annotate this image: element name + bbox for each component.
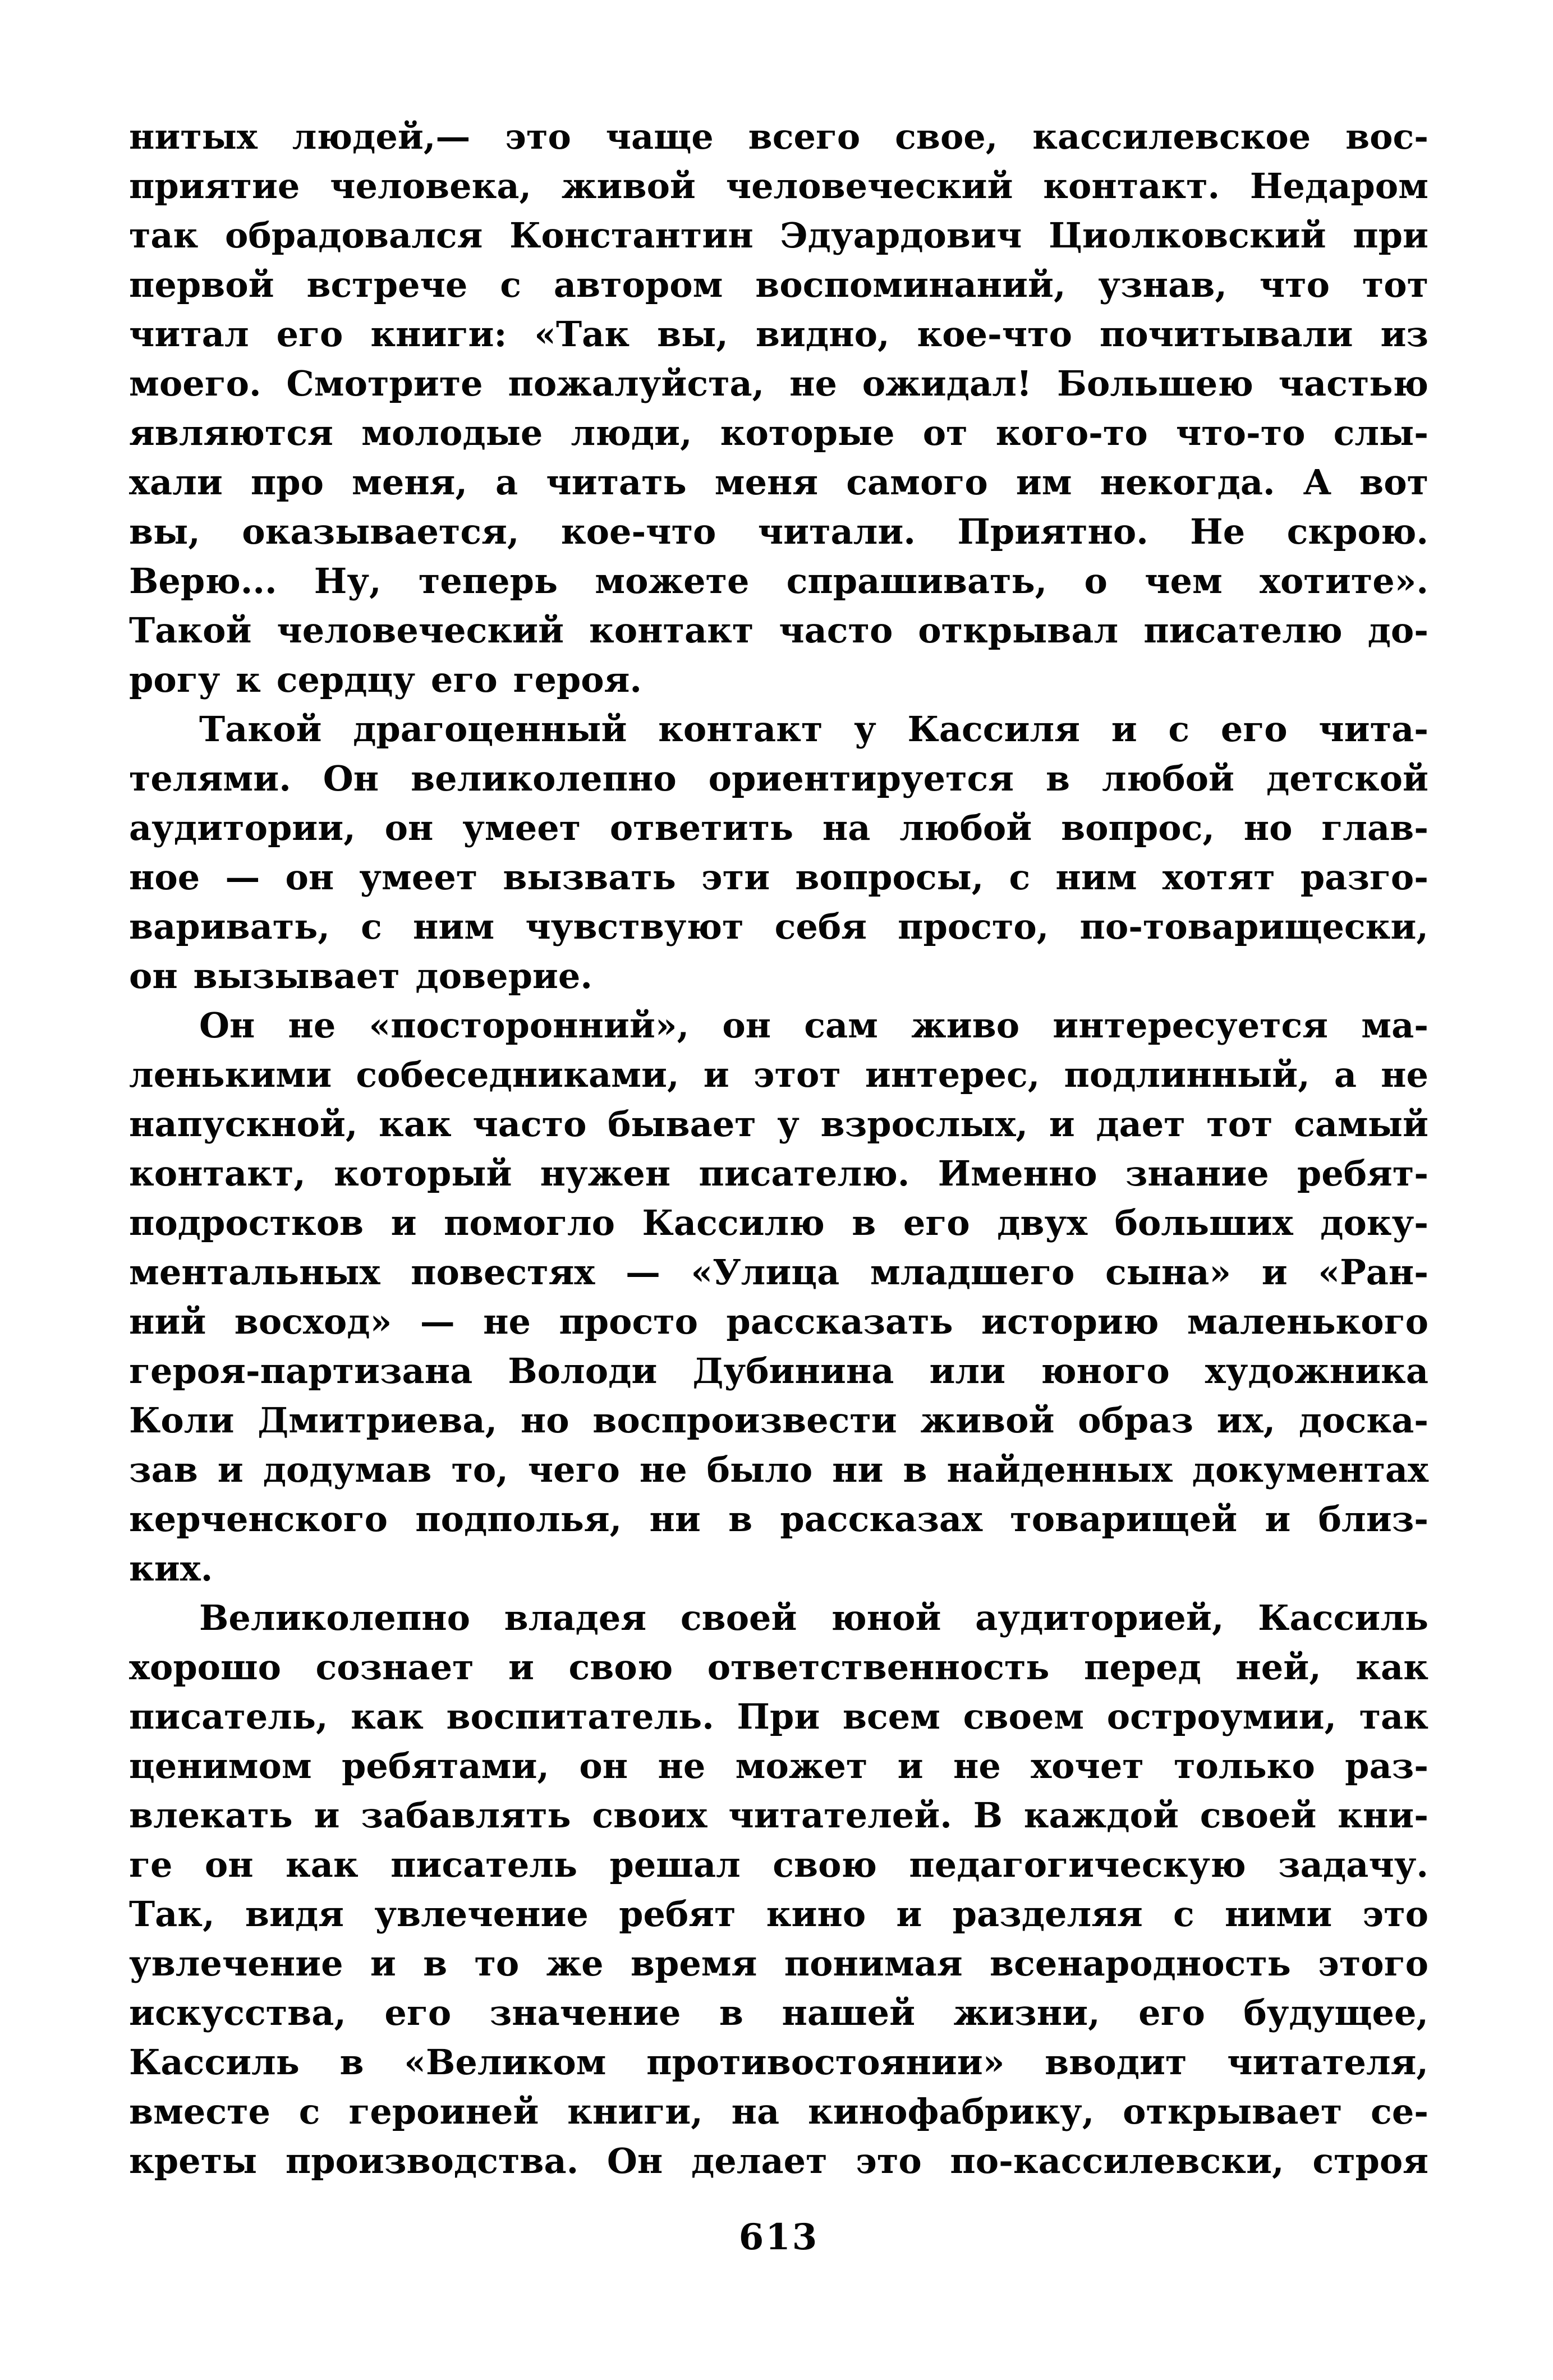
text-line: моего. Смотрите пожалуйста, не ожидал! Большею частью <box>129 363 1428 404</box>
text-line: нитых людей,— это чаще всего свое, кассилевское вос- <box>129 116 1428 157</box>
text-line: керченского подполья, ни в рассказах товарищей и близ- <box>129 1499 1428 1540</box>
text-line: Кассиль в «Великом противостоянии» вводит читателя, <box>129 2042 1428 2083</box>
text-line: искусства, его значение в нашей жизни, его будущее, <box>129 1992 1428 2033</box>
text-line: контакт, который нужен писателю. Именно знание ребят- <box>129 1153 1428 1194</box>
text-line: аудитории, он умеет ответить на любой вопрос, но глав- <box>129 807 1428 848</box>
text-line: ценимом ребятами, он не может и не хочет только раз- <box>129 1745 1428 1786</box>
text-line: читал его книги: «Так вы, видно, кое-что почитывали из <box>129 314 1428 355</box>
text-line: ленькими собеседниками, и этот интерес, подлинный, а не <box>129 1054 1428 1095</box>
text-line: подростков и помогло Кассилю в его двух больших доку- <box>129 1202 1428 1243</box>
text-line: Такой драгоценный контакт у Кассиля и с его чита- <box>199 709 1428 750</box>
text-line: являются молодые люди, которые от кого-то что-то слы- <box>129 412 1428 453</box>
text-line: так обрадовался Константин Эдуардович Циолковский при <box>129 215 1428 256</box>
text-line: приятие человека, живой человеческий контакт. Недаром <box>129 166 1428 206</box>
page-number: 613 <box>738 2216 819 2258</box>
text-line: Верю... Ну, теперь можете спрашивать, о чем хотите». <box>129 560 1428 601</box>
text-line: первой встрече с автором воспоминаний, узнав, что тот <box>129 264 1428 305</box>
text-line: зав и додумав то, чего не было ни в найденных документах <box>129 1449 1428 1490</box>
text-line: хорошо сознает и свою ответственность перед ней, как <box>129 1647 1428 1688</box>
text-line: вместе с героиней книги, на кинофабрику, открывает се- <box>129 2091 1428 2132</box>
text-line: Такой человеческий контакт часто открывал писателю до- <box>129 610 1428 651</box>
text-line: Коли Дмитриева, но воспроизвести живой образ их, доска- <box>129 1400 1428 1441</box>
text-block <box>129 112 1428 2186</box>
text-line: телями. Он великолепно ориентируется в любой детской <box>129 758 1428 799</box>
text-line: ное — он умеет вызвать эти вопросы, с ним хотят разго- <box>129 857 1428 898</box>
text-line: влекать и забавлять своих читателей. В каждой своей кни- <box>129 1795 1428 1836</box>
text-line: варивать, с ним чувствуют себя просто, по-товарищески, <box>129 906 1428 947</box>
text-line: Великолепно владея своей юной аудиторией, Кассиль <box>199 1597 1428 1638</box>
text-line: он вызывает доверие. <box>129 955 592 996</box>
text-line: вы, оказывается, кое-что читали. Приятно. Не скрою. <box>129 511 1428 552</box>
text-line: креты производства. Он делает это по-кассилевски, строя <box>129 2140 1428 2181</box>
text-line: писатель, как воспитатель. При всем своем остроумии, так <box>129 1696 1428 1737</box>
text-line: Так, видя увлечение ребят кино и разделяя с ними это <box>129 1894 1428 1935</box>
text-line: Он не «посторонний», он сам живо интересуется ма- <box>199 1005 1428 1046</box>
text-line: хали про меня, а читать меня самого им некогда. А вот <box>129 462 1428 503</box>
text-line: героя-партизана Володи Дубинина или юного художника <box>129 1350 1428 1391</box>
text-line: ний восход» — не просто рассказать историю маленького <box>129 1301 1428 1342</box>
text-line: увлечение и в то же время понимая всенародность этого <box>129 1943 1428 1984</box>
text-line: ментальных повестях — «Улица младшего сына» и «Ран- <box>129 1252 1428 1293</box>
text-line: ге он как писатель решал свою педагогическую задачу. <box>129 1844 1428 1885</box>
text-line: ких. <box>129 1548 213 1589</box>
text-line: рогу к сердцу его героя. <box>129 659 642 700</box>
text-line: напускной, как часто бывает у взрослых, и дает тот самый <box>129 1104 1428 1145</box>
